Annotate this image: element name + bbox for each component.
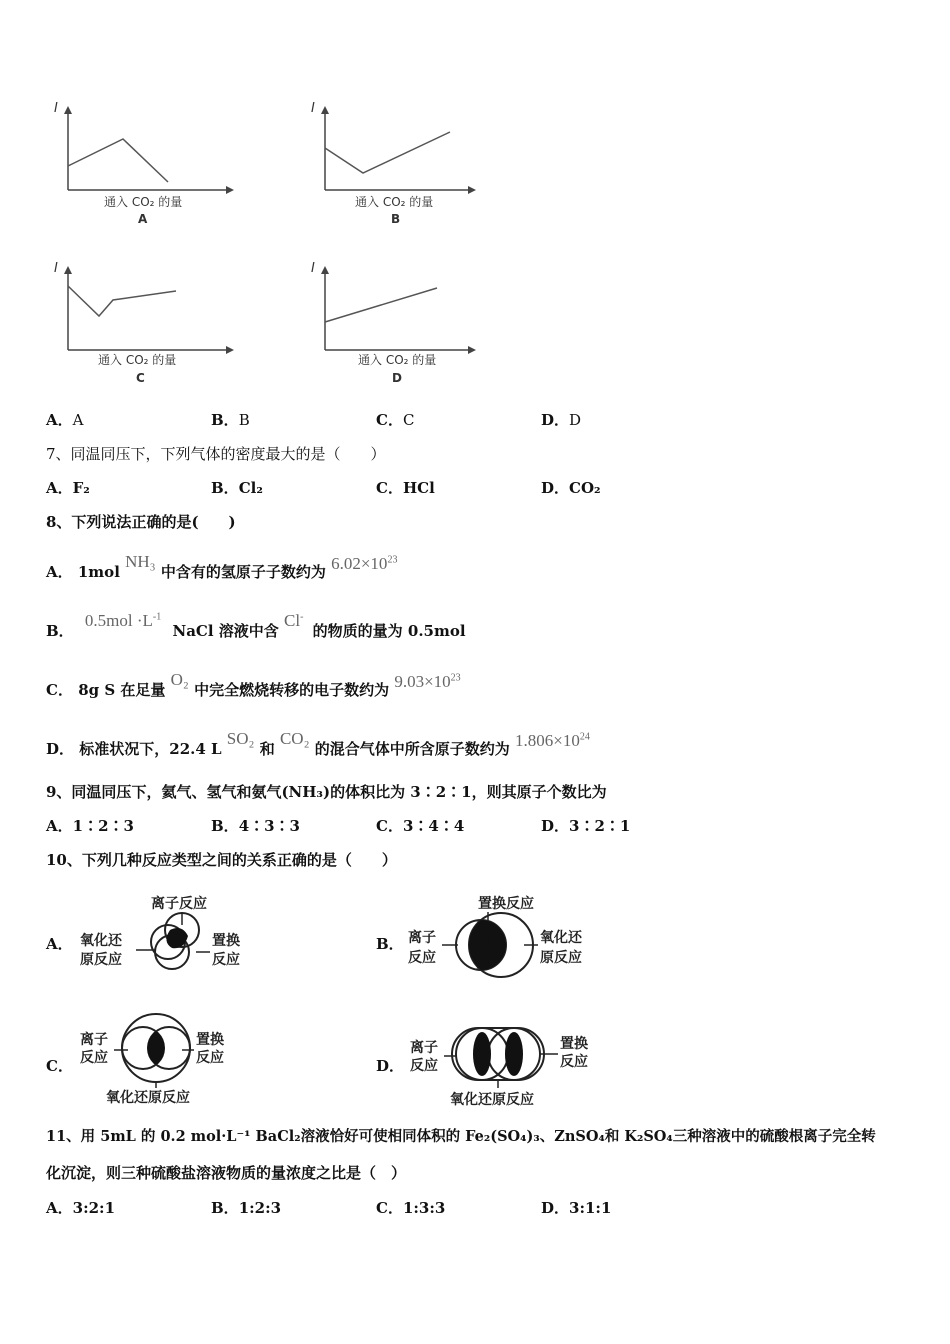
q10-stem: 10、下列几种反应类型之间的关系正确的是（ ） (46, 851, 397, 869)
graph-letter: B (391, 212, 401, 226)
q10-option-d-label[interactable]: D． (376, 1057, 405, 1075)
graph-b-plot (303, 96, 493, 228)
q6-option-c[interactable]: C．C (376, 411, 415, 429)
graph-c (46, 258, 236, 390)
q6-option-b[interactable]: B．B (211, 411, 250, 429)
graph-b (303, 96, 493, 228)
q7-option-d[interactable]: D．CO₂ (541, 479, 601, 497)
q10-option-a-label[interactable]: A． (46, 935, 73, 953)
q11-option-c[interactable]: C．1:3:3 (376, 1199, 446, 1217)
svg-text:反应: 反应 (408, 950, 436, 966)
svg-text:离子反应: 离子反应 (151, 896, 207, 912)
q7-option-b[interactable]: B．Cl₂ (211, 479, 263, 497)
q9-option-b[interactable]: B．4∶3∶3 (211, 817, 300, 835)
venn-diagram-d[interactable] (406, 1016, 606, 1110)
graph-letter: A (138, 212, 148, 226)
svg-text:氧化还: 氧化还 (540, 930, 582, 946)
svg-text:离子: 离子 (410, 1040, 438, 1056)
graph-letter: D (392, 371, 402, 385)
venn-diagram-b[interactable] (406, 890, 606, 980)
graph-a-plot (46, 96, 236, 228)
graph-axis-x: 通入 CO₂ 的量 (98, 353, 177, 367)
svg-text:置换: 置换 (212, 933, 240, 949)
graph-axis-x: 通入 CO₂ 的量 (358, 353, 437, 367)
q9-option-d[interactable]: D．3∶2∶1 (541, 817, 631, 835)
graph-letter: C (136, 371, 145, 385)
svg-text:原反应: 原反应 (80, 952, 122, 968)
graph-axis-y: I (311, 261, 315, 276)
venn-diagram-c[interactable] (76, 1012, 276, 1106)
q9-stem: 9、同温同压下，氦气、氢气和氨气(NH₃)的体积比为 3∶2∶1，则其原子个数比为 (46, 783, 607, 801)
graph-d (303, 258, 493, 390)
graph-axis-y: I (54, 261, 58, 276)
svg-text:反应: 反应 (212, 952, 240, 968)
svg-text:氧化还: 氧化还 (80, 933, 122, 949)
q11-option-a[interactable]: A．3:2:1 (46, 1199, 116, 1217)
svg-text:离子: 离子 (408, 930, 436, 946)
q11-stem-line2: 化沉淀，则三种硫酸盐溶液物质的量浓度之比是（ ） (46, 1164, 407, 1182)
q7-stem: 7、同温同压下，下列气体的密度最大的是（ ） (46, 445, 386, 463)
graph-axis-x: 通入 CO₂ 的量 (355, 195, 434, 209)
venn-diagram-a[interactable] (76, 890, 276, 980)
graph-c-plot (46, 258, 236, 390)
q8-stem: 8、下列说法正确的是( ) (46, 513, 236, 531)
svg-text:置换: 置换 (196, 1032, 224, 1048)
svg-text:反应: 反应 (80, 1050, 108, 1066)
graph-axis-y: I (54, 101, 58, 116)
graph-axis-y: I (311, 101, 315, 116)
svg-text:离子: 离子 (80, 1032, 108, 1048)
formula-nh3: NH₃ (125, 551, 156, 571)
q8-option-c[interactable]: C． 8g S 在足量 O₂ 中完全燃烧转移的电子数约为 $9.03\times 10^{23}$ (46, 669, 461, 699)
q11-option-d[interactable]: D．3:1:1 (541, 1199, 612, 1217)
svg-text:原反应: 原反应 (540, 950, 582, 966)
svg-text:氧化还原反应: 氧化还原反应 (450, 1092, 534, 1108)
q8-option-d[interactable]: D． 标准状况下，22.4 L SO₂ 和 CO₂ 的混合气体中所含原子数约为 $1.806\times 10^{24}$ (46, 728, 590, 758)
q11-stem-line1: 11、用 5mL 的 0.2 mol·L⁻¹ BaCl₂溶液恰好可使相同体积的 Fe₂(SO₄)₃、ZnSO₄和 K₂SO₄三种溶液中的硫酸根离子完全转 (46, 1128, 876, 1145)
q9-option-c[interactable]: C．3∶4∶4 (376, 817, 465, 835)
q9-option-a[interactable]: A．1∶2∶3 (46, 817, 134, 835)
q8-option-b[interactable]: B． $0.5mol \cdot L^{-1}$ NaCl 溶液中含 Cl- 的物质的量为 0.5mol (46, 610, 466, 640)
svg-text:置换反应: 置换反应 (478, 896, 534, 912)
svg-text:反应: 反应 (560, 1054, 588, 1070)
svg-text:反应: 反应 (410, 1058, 438, 1074)
q6-option-a[interactable]: A．A (46, 411, 84, 429)
q10-option-b-label[interactable]: B． (376, 935, 404, 953)
graph-axis-x: 通入 CO₂ 的量 (104, 195, 183, 209)
q7-option-a[interactable]: A．F₂ (46, 479, 90, 497)
q7-option-c[interactable]: C．HCl (376, 479, 435, 497)
graph-a (46, 96, 236, 228)
svg-text:置换: 置换 (560, 1036, 588, 1052)
q10-option-c-label[interactable]: C． (46, 1057, 73, 1075)
svg-text:反应: 反应 (196, 1050, 224, 1066)
q8-option-a[interactable]: A． 1mol NH₃ 中含有的氢原子子数约为 $6.02\times 10^{23}$ (46, 551, 398, 581)
svg-text:氧化还原反应: 氧化还原反应 (106, 1090, 190, 1106)
q11-option-b[interactable]: B．1:2:3 (211, 1199, 282, 1217)
graph-d-plot (303, 258, 493, 390)
q6-option-d[interactable]: D．D (541, 411, 582, 429)
